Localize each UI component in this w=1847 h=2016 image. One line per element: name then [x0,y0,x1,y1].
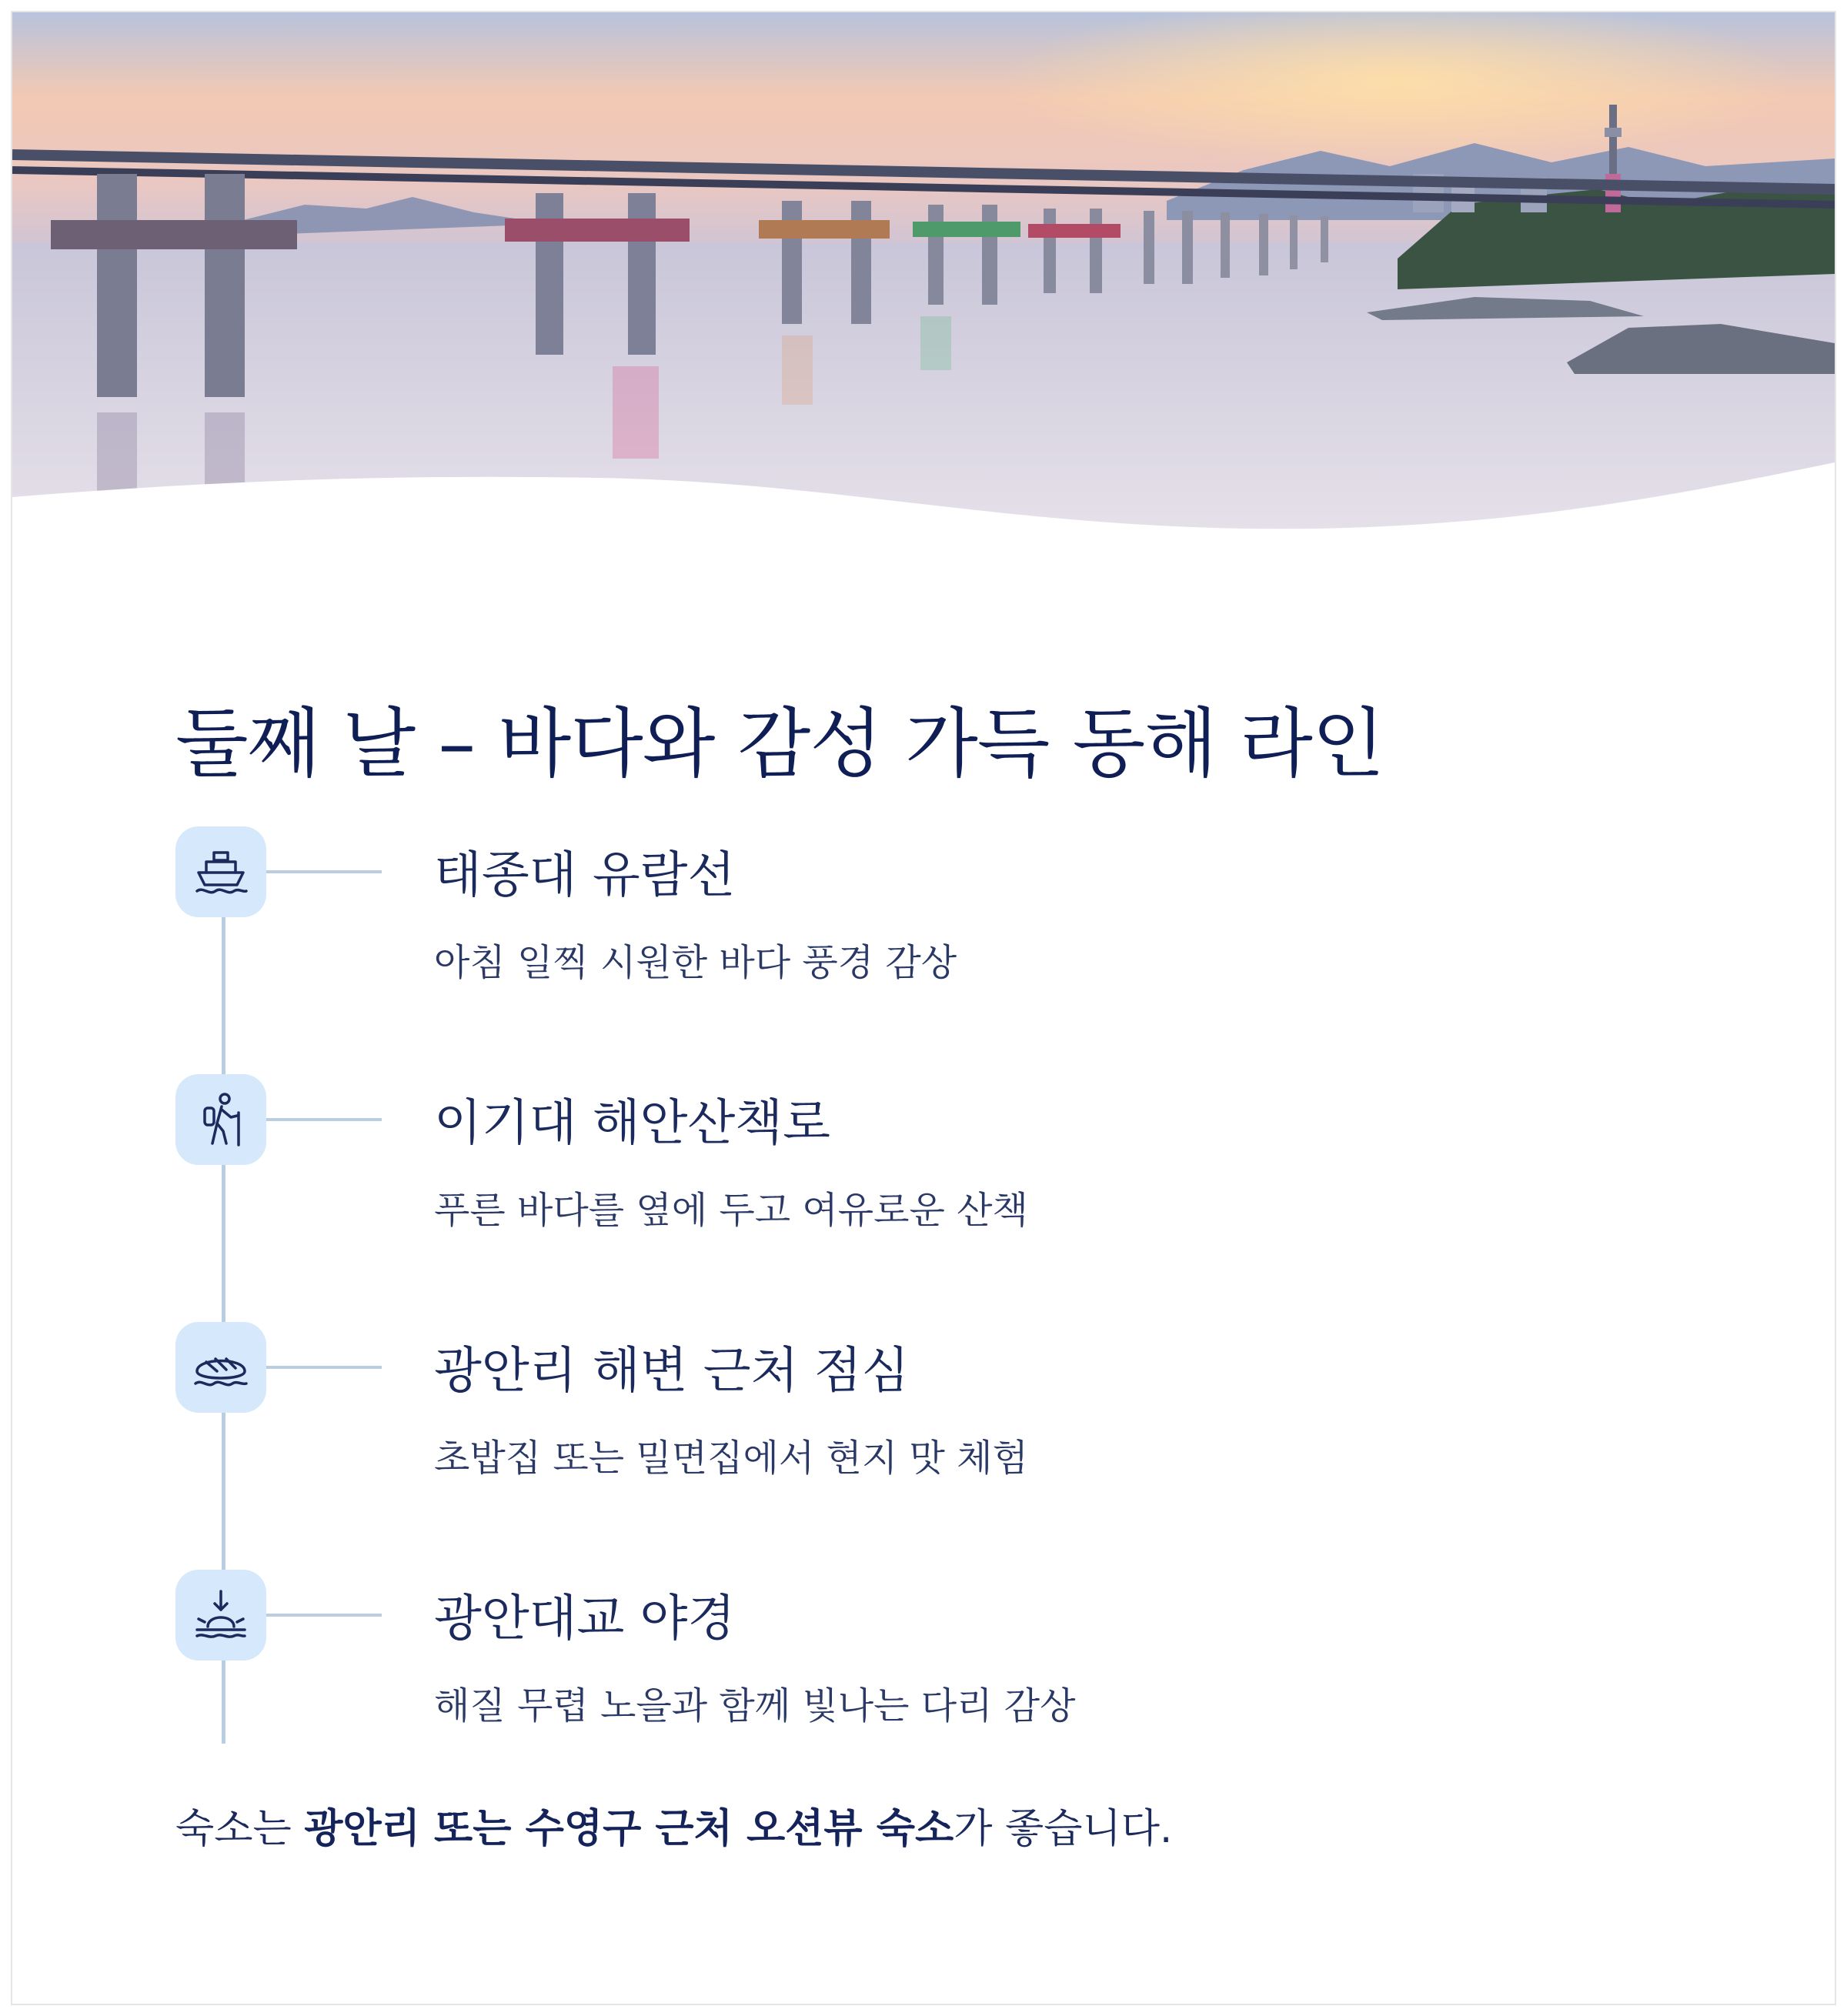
step-title: 이기대 해안산책로 [434,1095,830,1152]
timeline-step [175,1570,1715,1770]
note-highlight: 광안리 또는 수영구 근처 오션뷰 숙소 [304,1806,954,1852]
timeline-connector [266,870,382,873]
hero-image [12,12,1835,551]
note-suffix: 가 좋습니다. [954,1806,1173,1852]
step-description: 푸른 바다를 옆에 두고 여유로운 산책 [434,1189,1028,1232]
step-title: 광안대교 야경 [434,1590,736,1647]
step-description: 아침 일찍 시원한 바다 풍경 감상 [434,941,957,984]
ship-icon [175,826,266,917]
timeline-step [175,1074,1715,1274]
timeline-connector [266,1614,382,1617]
accommodation-note [175,1796,1172,1854]
step-title: 태종대 유람선 [434,847,736,904]
sunset-icon [175,1570,266,1661]
step-description: 초밥집 또는 밀면집에서 현지 맛 체험 [434,1437,1028,1480]
step-description: 해질 무렵 노을과 함께 빛나는 다리 감상 [434,1684,1076,1727]
card [11,11,1836,2005]
timeline-connector [266,1366,382,1369]
timeline-connector [266,1118,382,1121]
hiker-icon [175,1074,266,1165]
step-title: 광안리 해변 근처 점심 [434,1343,910,1400]
sushi-icon [175,1322,266,1413]
timeline-step [175,826,1715,1026]
timeline-step [175,1322,1715,1522]
page-title: 둘째 날 – 바다와 감성 가득 동해 라인 [175,700,1384,788]
note-prefix: 숙소는 [175,1806,305,1852]
